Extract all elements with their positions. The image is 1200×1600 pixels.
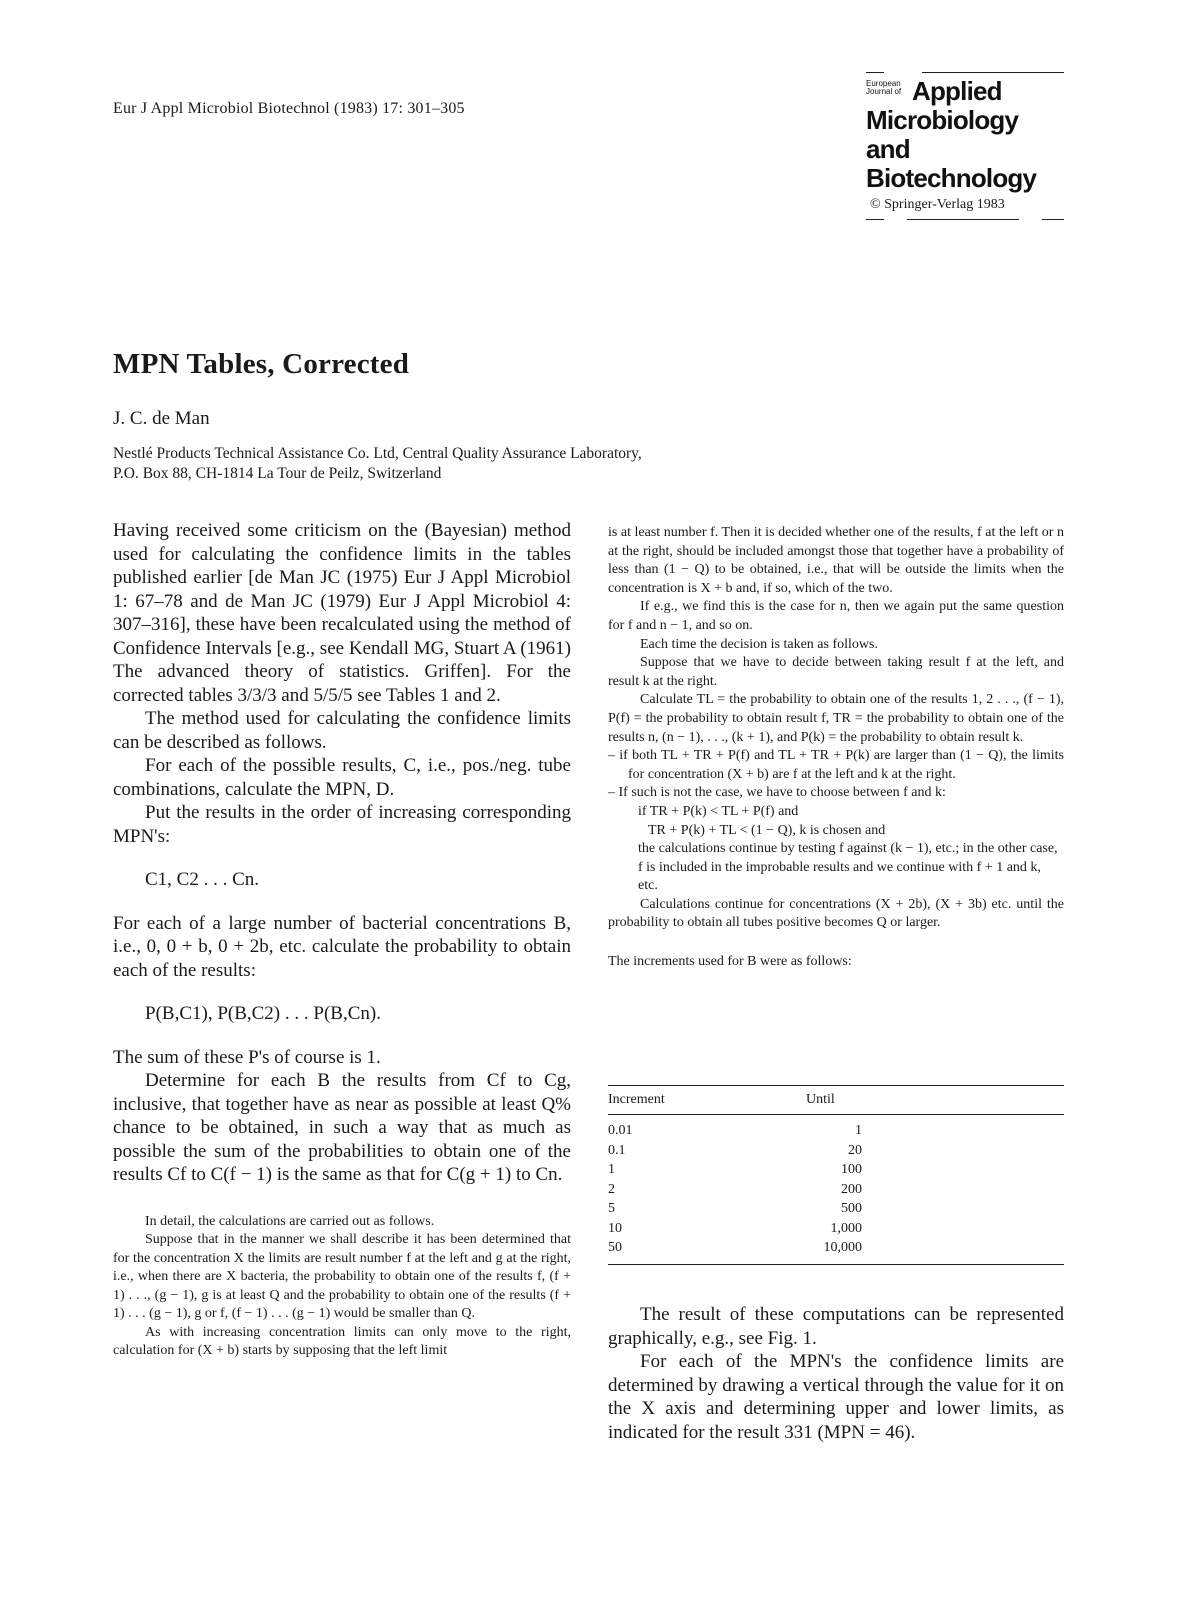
- paragraph: Put the results in the order of increasing corresponding MPN's:: [113, 802, 571, 847]
- copyright-notice: © Springer-Verlag 1983: [870, 197, 1005, 212]
- paragraph: Calculations continue for concentrations (X + 2b), (X + 3b) etc. until the probability to obtain all tubes positive becomes Q or larger.: [608, 896, 1064, 931]
- paragraph: Having received some criticism on the (Bayesian) method used for calculating the confidence limits in the tables published earlier [de Man JC (1975) Eur J Appl Microbiol 1: 67–78 and de Man JC (1979) Eur J Appl Microbiol 4: 307–316], these have been recalculated using the method of Confidence Intervals [e.g., see Kendall MG, Stuart A (1961) The advanced theory of statistics. Griffen]. For the corrected tables 3/3/3 and 5/5/5 see Tables 1 and 2.: [113, 520, 571, 706]
- paragraph: Calculate TL = the probability to obtain one of the results 1, 2 . . ., (f − 1), P(f) = the probability to obtain result f, TR = the probability to obtain one of the results n, (n − 1), . . ., (k + 1), and P(k) = the probability to obtain result k.: [608, 692, 1064, 745]
- right-column-bottom: [608, 1303, 1064, 1444]
- paragraph: Suppose that in the manner we shall describe it has been determined that for the concentration X the limits are result number f at the left and g at the right, i.e., when there are X bacteria, the probability to obtain one of the results f, (f + 1) . . ., (g − 1), g is at least Q and the probability to obtain one of the results (f + 1) . . . (g − 1), g or f, (f − 1) . . . (g − 1) would be smaller than Q.: [113, 1232, 571, 1321]
- detail-section: [113, 1213, 571, 1361]
- list-item: – If such is not the case, we have to choose between f and k:: [608, 785, 946, 801]
- table-rule: [608, 1264, 1064, 1265]
- table-cell: 2: [608, 1181, 615, 1197]
- condition-line: TR + P(k) + TL < (1 − Q), k is chosen and: [648, 822, 886, 838]
- table-row: [608, 1219, 1064, 1239]
- journal-citation: Eur J Appl Microbiol Biotechnol (1983) 17: 301–305: [113, 100, 465, 117]
- condition-line: the calculations continue by testing f against (k − 1), etc.; in the other case, f is included in the improbable results and we continue with f + 1 and k, etc.: [638, 841, 1058, 894]
- condition-line: if TR + P(k) < TL + P(f) and: [638, 803, 799, 819]
- paragraph: The sum of these P's of course is 1.: [113, 1046, 381, 1068]
- table-lead-text: The increments used for B were as follows:: [608, 954, 852, 970]
- table-cell: 1: [608, 1162, 615, 1177]
- table-cell: 200: [841, 1181, 862, 1197]
- paragraph: Suppose that we have to decide between taking result f at the left, and result k at the right.: [608, 655, 1064, 689]
- paragraph: If e.g., we find this is the case for n, then we again put the same question for f and n − 1, and so on.: [608, 599, 1064, 633]
- affiliation-line: Nestlé Products Technical Assistance Co. Ltd, Central Quality Assurance Laboratory,: [113, 445, 642, 462]
- table-cell: 10: [608, 1220, 622, 1236]
- journal-name-line3: Biotechnology: [866, 163, 1037, 193]
- logo-bottom-rule: [866, 219, 1064, 220]
- header-cell: Increment: [608, 1092, 665, 1107]
- paragraph: Each time the decision is taken as follows.: [640, 636, 878, 652]
- left-column: [113, 519, 571, 1361]
- paragraph: Determine for each B the results from Cf to Cg, inclusive, that together have as near as possible at least Q% chance to be obtained, in such a way that as much as possible the sum of the probabilities to obtain one of the results Cf to C(f − 1) is the same as that for C(g + 1) to Cn.: [113, 1070, 571, 1185]
- table-row: [608, 1121, 1064, 1141]
- table-cell: 1: [855, 1123, 862, 1138]
- table-row: [608, 1238, 1064, 1258]
- paragraph: For each of the possible results, C, i.e., pos./neg. tube combinations, calculate the MPN, D.: [113, 755, 571, 800]
- journal-name: [866, 77, 1064, 193]
- table-cell: 50: [608, 1240, 622, 1255]
- table-row: [608, 1160, 1064, 1180]
- paragraph: For each of a large number of bacterial concentrations B, i.e., 0, 0 + b, 0 + 2b, etc. calculate the probability to obtain each of the results:: [113, 912, 571, 981]
- paragraph: In detail, the calculations are carried out as follows.: [145, 1213, 435, 1229]
- table-rule: [608, 1114, 1064, 1115]
- logo-top-rule: [866, 72, 1064, 73]
- table-cell: 1,000: [830, 1220, 862, 1236]
- journal-name-line1: Applied: [912, 76, 1002, 106]
- journal-logo: [866, 72, 1064, 220]
- article-author: J. C. de Man: [113, 408, 210, 429]
- table-cell: 0.1: [608, 1142, 626, 1158]
- header-cell: Until: [806, 1092, 835, 1107]
- formula: C1, C2 . . . Cn.: [145, 869, 260, 890]
- paragraph: is at least number f. Then it is decided whether one of the results, f at the left or n at the right, should be included amongst those that together have a probability of less than (1 − Q) to be obtained, i.e., that will be outside the limits when the concentration is X + b and, if so, which of the two.: [608, 525, 1064, 596]
- list-item: – if both TL + TR + P(f) and TL + TR + P(k) are larger than (1 − Q), the limits for concentration (X + b) are f at the left and k at the right.: [608, 748, 1064, 782]
- formula: P(B,C1), P(B,C2) . . . P(B,Cn).: [145, 1003, 381, 1024]
- table-row: [608, 1180, 1064, 1200]
- table-cell: 0.01: [608, 1123, 633, 1138]
- table-row: [608, 1199, 1064, 1219]
- table-cell: 5: [608, 1201, 615, 1216]
- journal-name-line2: Microbiology and: [866, 105, 1019, 164]
- paragraph: As with increasing concentration limits can only move to the right, calculation for (X + b) starts by supposing that the left limit: [113, 1324, 571, 1358]
- table-cell: 500: [841, 1201, 862, 1216]
- right-column: [608, 524, 1064, 972]
- table-cell: 20: [848, 1142, 862, 1158]
- table-header: [608, 1086, 1064, 1114]
- author-affiliation: [113, 444, 793, 484]
- table-cell: 10,000: [823, 1240, 862, 1255]
- paragraph: The result of these computations can be represented graphically, e.g., see Fig. 1.: [608, 1304, 1064, 1349]
- table-row: [608, 1141, 1064, 1161]
- table-cell: 100: [841, 1162, 862, 1177]
- article-title: MPN Tables, Corrected: [113, 348, 410, 380]
- journal-prefix: European Journal of: [866, 79, 902, 96]
- paragraph: The method used for calculating the confidence limits can be described as follows.: [113, 708, 571, 753]
- affiliation-line: P.O. Box 88, CH-1814 La Tour de Peilz, Switzerland: [113, 465, 442, 482]
- paragraph: For each of the MPN's the confidence limits are determined by drawing a vertical through the value for it on the X axis and determining upper and lower limits, as indicated for the result 331 (MPN = 46).: [608, 1351, 1064, 1443]
- increments-table: [608, 1085, 1064, 1265]
